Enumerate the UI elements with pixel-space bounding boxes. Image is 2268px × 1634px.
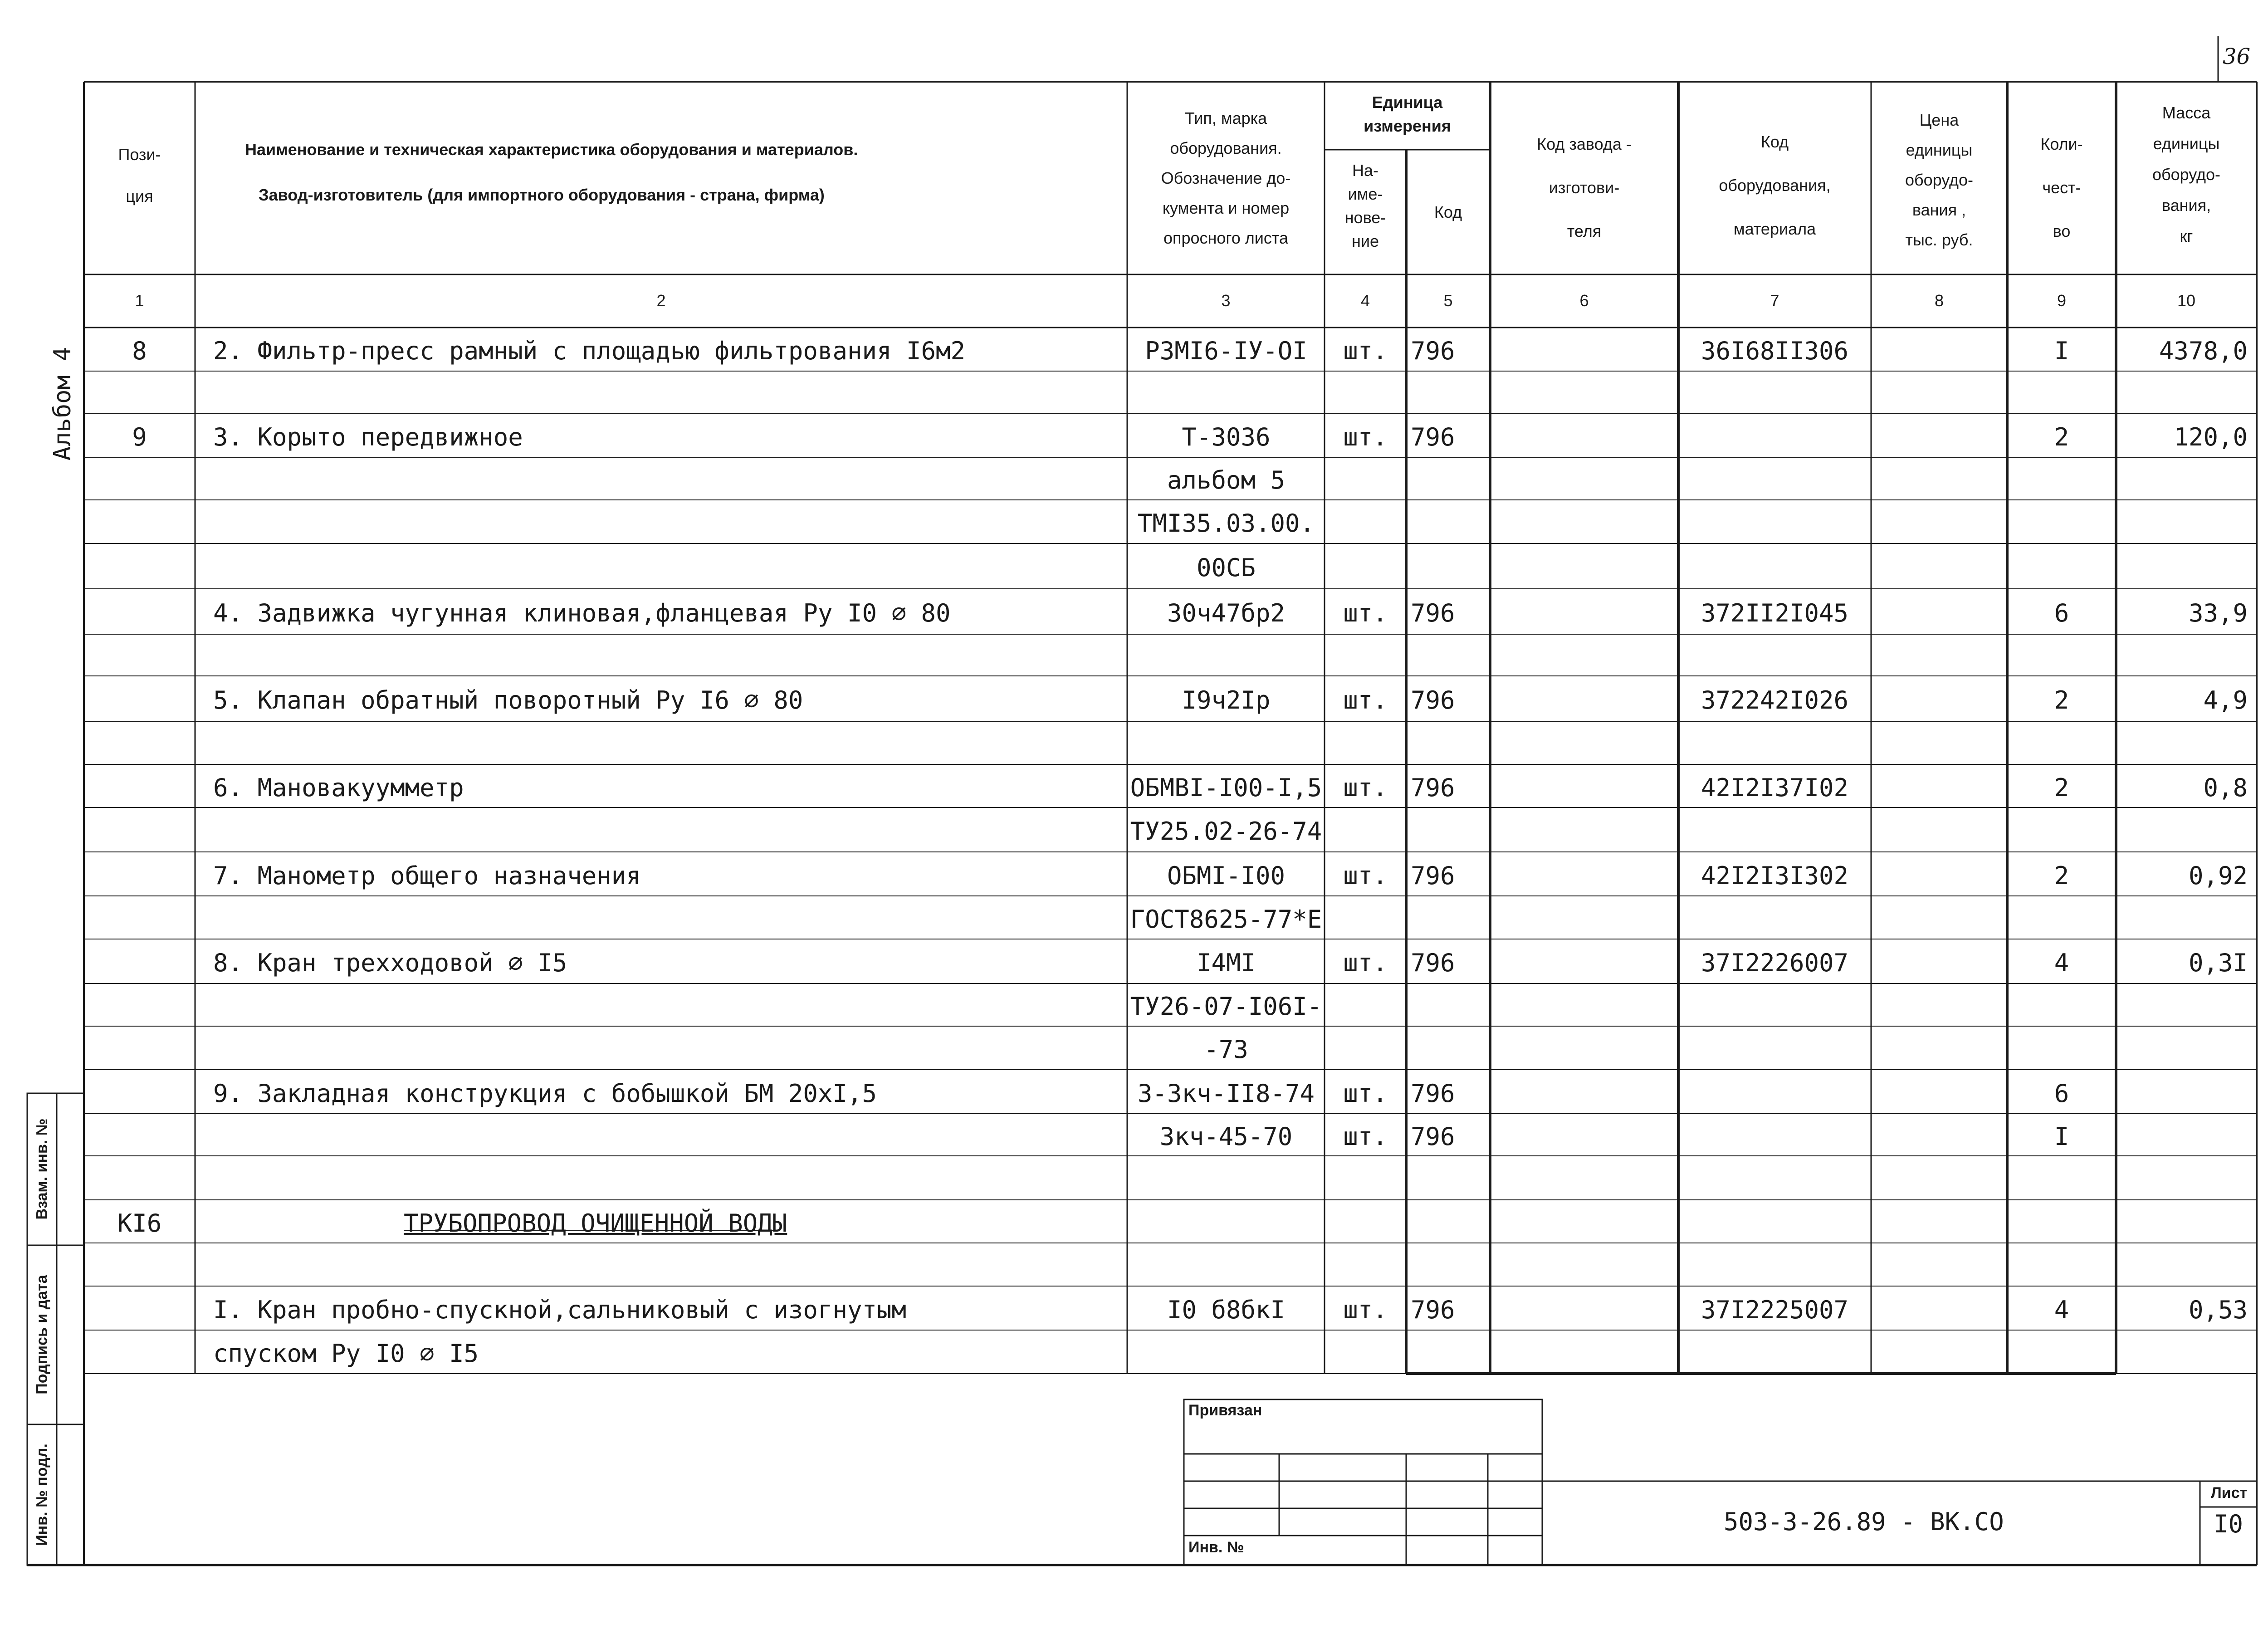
- cell-type: ГОСТ8625-77*Е: [1130, 905, 1322, 934]
- header-c2: Наименование и техническая характеристика оборудования и материалов. Завод-изготовитель (для импортного оборудования - страна, фирма): [245, 140, 858, 204]
- cell-type: -73: [1204, 1035, 1248, 1064]
- cell-unit-code: 796: [1411, 773, 1455, 802]
- cell-type: 3-3кч-II8-74: [1137, 1079, 1315, 1108]
- cell-mass: 0,3I: [2188, 949, 2248, 977]
- cell-mass: 0,53: [2188, 1295, 2248, 1324]
- cell-type: I9ч2Iр: [1182, 686, 1271, 714]
- cell-quantity: 6: [2054, 1079, 2069, 1108]
- cell-quantity: I: [2054, 1122, 2069, 1151]
- cell-name: 4. Задвижка чугунная клиновая,фланцевая Ру I0 ∅ 80: [213, 599, 951, 627]
- column-number-5: 5: [1443, 291, 1453, 310]
- cell-name: 2. Фильтр-пресс рамный с площадью фильтрования I6м2: [213, 337, 966, 365]
- cell-equipment-code: 42I2I3I302: [1701, 861, 1849, 890]
- cell-position: 8: [132, 337, 147, 365]
- cell-unit: шт.: [1343, 949, 1388, 977]
- header-c9: Коли- чест- во: [2040, 135, 2083, 240]
- cell-type: ТУ26-07-I06I-: [1130, 992, 1322, 1021]
- cell-equipment-code: 372242I026: [1701, 686, 1849, 714]
- cell-type: ТМI35.03.00.: [1137, 509, 1315, 538]
- stamp-inv-original: Инв. № подл.: [33, 1443, 51, 1546]
- header-c10: Масса единицы оборудо- вания, кг: [2152, 103, 2221, 245]
- cell-unit: шт.: [1343, 1295, 1388, 1324]
- cell-mass: 0,8: [2203, 773, 2248, 802]
- cell-type: ОБМВI-I00-I,5: [1130, 773, 1322, 802]
- cell-unit-code: 796: [1411, 423, 1455, 451]
- cell-quantity: 2: [2054, 423, 2069, 451]
- cell-unit: шт.: [1343, 423, 1388, 451]
- column-number-6: 6: [1579, 291, 1589, 310]
- column-number-10: 10: [2177, 291, 2196, 310]
- sheet-label: Лист: [2210, 1484, 2248, 1502]
- sheet-number: I0: [2213, 1510, 2244, 1538]
- cell-name: 6. Мановакуумметр: [213, 773, 464, 802]
- cell-quantity: 4: [2054, 1295, 2069, 1324]
- cell-mass: 4378,0: [2159, 337, 2248, 365]
- cell-type: 30ч47бр2: [1167, 599, 1286, 627]
- cell-equipment-code: 37I2226007: [1701, 949, 1849, 977]
- cell-name: 8. Кран трехходовой ∅ I5: [213, 949, 567, 977]
- header-unit-group: Единица измерения: [1364, 93, 1451, 135]
- column-number-1: 1: [135, 291, 144, 310]
- cell-type: 00СБ: [1196, 553, 1256, 582]
- cell-mass: 33,9: [2188, 599, 2248, 627]
- cell-quantity: 6: [2054, 599, 2069, 627]
- column-number-4: 4: [1360, 291, 1370, 310]
- cell-mass: 4,9: [2203, 686, 2248, 714]
- header-c7: Код оборудования, материала: [1719, 132, 1831, 238]
- cell-mass: 120,0: [2174, 423, 2248, 451]
- cell-position: 9: [132, 423, 147, 451]
- cell-quantity: 2: [2054, 861, 2069, 890]
- cell-name: I. Кран пробно-спускной,сальниковый с изогнутым: [213, 1295, 907, 1324]
- cell-equipment-code: 36I68II306: [1701, 337, 1849, 365]
- column-number-8: 8: [1934, 291, 1944, 310]
- cell-type: РЗМI6-IУ-OI: [1145, 337, 1307, 365]
- inv-label: Инв. №: [1188, 1539, 1244, 1556]
- header-c5: Код: [1434, 203, 1462, 221]
- cell-unit-code: 796: [1411, 686, 1455, 714]
- cell-name: ТРУБОПРОВОД ОЧИЩЕННОЙ ВОДЫ: [404, 1208, 787, 1238]
- cell-name: 3. Корыто передвижное: [213, 423, 523, 451]
- cell-type: I4МI: [1196, 949, 1256, 977]
- cell-unit: шт.: [1343, 337, 1388, 365]
- cell-unit-code: 796: [1411, 861, 1455, 890]
- cell-quantity: I: [2054, 337, 2069, 365]
- cell-type: I0 б8бкI: [1167, 1295, 1286, 1324]
- cell-unit-code: 796: [1411, 599, 1455, 627]
- document-code: 503-3-26.89 - ВК.СО: [1724, 1507, 2004, 1536]
- cell-mass: 0,92: [2188, 861, 2248, 890]
- cell-unit-code: 796: [1411, 1122, 1455, 1151]
- cell-unit: шт.: [1343, 861, 1388, 890]
- cell-unit-code: 796: [1411, 337, 1455, 365]
- header-c8: Цена единицы оборудо- вания , тыс. руб.: [1905, 111, 1974, 249]
- cell-name: 9. Закладная конструкция с бобышкой БМ 20хI,5: [213, 1079, 877, 1108]
- cell-unit-code: 796: [1411, 1079, 1455, 1108]
- cell-unit: шт.: [1343, 1122, 1388, 1151]
- cell-type: ТУ25.02-26-74: [1130, 817, 1322, 846]
- cell-equipment-code: 372II2I045: [1701, 599, 1849, 627]
- cell-quantity: 2: [2054, 773, 2069, 802]
- cell-name: 5. Клапан обратный поворотный Ру I6 ∅ 80: [213, 686, 803, 714]
- header-c6: Код завода - изготови- теля: [1537, 135, 1632, 240]
- cell-type: ОБМI-I00: [1167, 861, 1286, 890]
- cell-unit-code: 796: [1411, 949, 1455, 977]
- cell-type: Т-3036: [1182, 423, 1271, 451]
- cell-equipment-code: 42I2I37I02: [1701, 773, 1849, 802]
- cell-unit: шт.: [1343, 1079, 1388, 1108]
- cell-unit: шт.: [1343, 686, 1388, 714]
- cell-unit: шт.: [1343, 773, 1388, 802]
- column-number-7: 7: [1770, 291, 1779, 310]
- page-number: 36: [2223, 44, 2251, 69]
- album-label: Альбом 4: [49, 347, 76, 461]
- header-c3: Тип, марка оборудования. Обозначение до- кумента и номер опросного листа: [1161, 109, 1291, 247]
- column-number-2: 2: [656, 291, 666, 310]
- cell-quantity: 4: [2054, 949, 2069, 977]
- header-c1: Пози- ция: [118, 145, 161, 205]
- cell-position: КI6: [117, 1208, 162, 1238]
- cell-unit: шт.: [1343, 599, 1388, 627]
- cell-type: 3кч-45-70: [1159, 1122, 1293, 1151]
- header-c4: На- име- нове- ние: [1344, 161, 1386, 250]
- cell-equipment-code: 37I2225007: [1701, 1295, 1849, 1324]
- cell-name: 7. Манометр общего назначения: [213, 861, 641, 890]
- column-number-3: 3: [1221, 291, 1231, 310]
- column-number-9: 9: [2057, 291, 2067, 310]
- stamp-replace-inv: Взам. инв. №: [33, 1118, 51, 1220]
- stamp-signature-date: Подпись и дата: [33, 1275, 51, 1394]
- cell-name: спуском Ру I0 ∅ I5: [213, 1339, 479, 1368]
- cell-quantity: 2: [2054, 686, 2069, 714]
- cell-type: альбом 5: [1167, 466, 1286, 494]
- cell-unit-code: 796: [1411, 1295, 1455, 1324]
- attached-label: Привязан: [1188, 1402, 1262, 1419]
